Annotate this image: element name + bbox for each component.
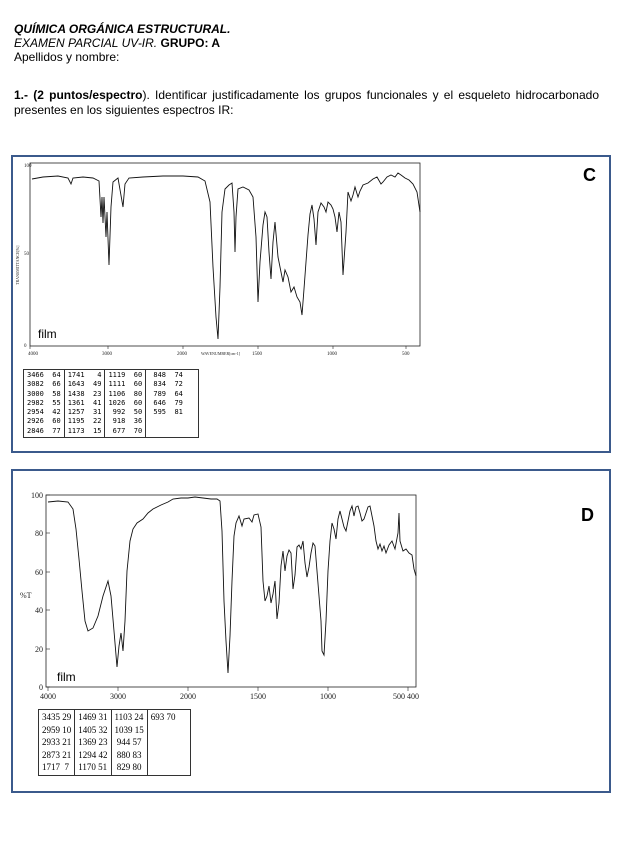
spectrum-letter-d: D [581,505,594,525]
xtick-c-1500: 1500 [252,352,262,357]
y-tick-labels-d [31,491,43,692]
spectrum-letter-c: C [583,165,596,185]
xtick-d-4000: 4000 [40,692,56,701]
peak-column-d-2: 1469 31 1405 32 1369 23 1294 42 1170 51 [75,710,111,776]
xtick-d-1500: 1500 [250,692,266,701]
xtick-c-1000: 1000 [327,352,337,357]
ytick-c-0: 0 [24,344,27,349]
sample-label-d: film [57,670,76,684]
ytick-c-100: 100 [24,164,32,169]
ytick-d-80: 80 [35,529,43,538]
xtick-d-1000: 1000 [320,692,336,701]
course-title: QUÍMICA ORGÁNICA ESTRUCTURAL. [14,22,231,36]
spectrum-trace-d [48,497,416,673]
xlabel-c: WAVENUMBER[cm-1] [201,351,241,356]
peak-table-d [38,709,191,776]
x-tick-labels-d [40,692,419,701]
group-label: GRUPO: A [160,36,221,50]
ytick-d-60: 60 [35,568,43,577]
exam-header [14,22,230,64]
spectrum-panel-c [11,155,611,453]
peak-column-c-2: 1741 4 1643 49 1438 23 1361 41 1257 31 1195 22 1173 15 [64,370,105,438]
peak-column-c-4: 848 74 834 72 789 64 646 79 595 81 [146,370,199,438]
sample-label-c: film [38,327,57,341]
xtick-d-500-400: 500 400 [393,692,419,701]
ytick-c-50: 50 [24,252,29,257]
peak-column-c-1: 3466 64 3082 66 3000 58 2982 55 2954 42 2926 60 2846 77 [24,370,65,438]
question-text: 1.- (2 puntos/espectro). Identificar justificadamente los grupos funcionales y el esqueleto hidrocarbonado presentes en los siguientes espectros IR: [14,88,600,117]
peak-column-d-3: 1103 24 1039 15 944 57 880 83 829 80 [111,710,147,776]
xtick-c-3000: 3000 [102,352,112,357]
xtick-c-2000: 2000 [177,352,187,357]
x-ticks-d [48,687,408,691]
peak-column-d-4: 693 70 [147,710,190,776]
peak-column-c-3: 1119 60 1111 60 1106 80 1026 60 992 50 918 36 677 70 [105,370,146,438]
xtick-d-2000: 2000 [180,692,196,701]
peak-column-d-1: 3435 29 2959 10 2933 21 2873 21 1717 7 [39,710,75,776]
xtick-c-4000: 4000 [28,352,38,357]
xtick-d-3000: 3000 [110,692,126,701]
ylabel-d: %T [20,591,32,600]
xtick-c-500: 500 [402,352,410,357]
x-ticks-c [30,346,406,349]
peak-table-c [23,369,199,438]
spectrum-panel-d [11,469,611,793]
y-ticks-d [46,495,50,687]
ytick-d-20: 20 [35,645,43,654]
plot-frame-d [46,495,416,687]
ytick-d-100: 100 [31,491,43,500]
ylabel-c: TRANSMITTANCE[%] [15,245,20,285]
ytick-d-0: 0 [39,683,43,692]
question-points: 2 puntos/espectro [37,88,143,102]
spectrum-trace-c [32,173,420,339]
exam-title: EXAMEN PARCIAL UV-IR. GRUPO: A [14,36,221,50]
name-line: Apellidos y nombre: [14,50,120,64]
ytick-d-40: 40 [35,606,43,615]
